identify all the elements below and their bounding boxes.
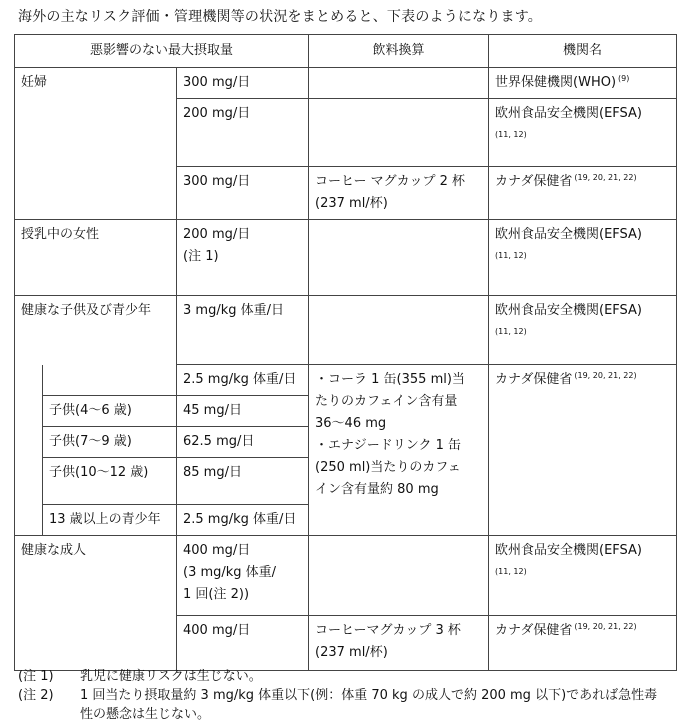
org-cell: [489, 616, 677, 671]
footnote: [18, 667, 670, 686]
org-cell: [489, 99, 677, 167]
intake-line: 1 回(注 2)): [183, 587, 250, 602]
org-name: カナダ保健省: [495, 174, 573, 189]
org-cell: [489, 68, 677, 99]
ref-number: (19, 20, 21, 22): [574, 172, 637, 182]
ref-number: (9): [618, 73, 630, 83]
org-cell: [489, 365, 677, 536]
intake-note: (注 1): [183, 249, 219, 264]
footnote-text: 1 回当たり摂取量約 3 mg/kg 体重以下(例：体重 70 kg の成人で約 200 mg 以下)であれば急性毒性の懸念は生じない。: [80, 688, 658, 722]
drink-cell: [309, 167, 489, 220]
intro-text: 海外の主なリスク評価・管理機関等の状況をまとめると、下表のようになります。: [18, 9, 542, 25]
org-name: 欧州食品安全機関(EFSA): [495, 106, 643, 121]
intake-line: 400 mg/日: [183, 543, 251, 558]
drink-line: (250 ml)当たりのカフェ: [315, 460, 461, 475]
intake-cell: 400 mg/日: [177, 616, 309, 671]
intake-cell: 300 mg/日: [177, 68, 309, 99]
intake-cell: 45 mg/日: [177, 396, 309, 427]
header-intake: 悪影響のない最大摂取量: [15, 35, 309, 68]
org-name: 欧州食品安全機関(EFSA): [495, 543, 643, 558]
subgroup-child-4-6: 子供(4〜6 歳): [43, 396, 177, 427]
org-name: 欧州食品安全機関(EFSA): [495, 303, 643, 318]
ref-number: (11, 12): [495, 327, 527, 336]
org-name: カナダ保健省: [495, 372, 573, 387]
group-adult: 健康な成人: [15, 536, 177, 671]
group-continuation: [43, 365, 177, 396]
header-drink: 飲料換算: [309, 35, 489, 68]
intake-cell: 2.5 mg/kg 体重/日: [177, 365, 309, 396]
org-cell: [489, 167, 677, 220]
drink-cell: [309, 296, 489, 365]
drink-line: 36〜46 mg: [315, 416, 387, 431]
drink-cell: [309, 616, 489, 671]
drink-line: ・コーラ 1 缶(355 ml)当: [315, 372, 465, 387]
intake-cell: 300 mg/日: [177, 167, 309, 220]
subgroup-child-7-9: 子供(7〜9 歳): [43, 427, 177, 458]
ref-number: (19, 20, 21, 22): [574, 370, 637, 380]
drink-line: ・エナジードリンク 1 缶: [315, 438, 462, 453]
subgroup-teen: 13 歳以上の青少年: [43, 505, 177, 536]
drink-line: コーヒーマグカップ 3 杯: [315, 623, 461, 638]
drink-cell: [309, 536, 489, 616]
header-org: 機関名: [489, 35, 677, 68]
intake-cell: 62.5 mg/日: [177, 427, 309, 458]
ref-number: (11, 12): [495, 567, 527, 576]
footnote-label: (注 2): [18, 688, 54, 703]
org-cell: [489, 536, 677, 616]
drink-cell: [309, 365, 489, 536]
group-youth: 健康な子供及び青少年: [15, 296, 177, 365]
ref-number: (11, 12): [495, 251, 527, 260]
table-row: [15, 296, 677, 365]
intake-line: 200 mg/日: [183, 227, 251, 242]
drink-line: たりのカフェイン含有量: [315, 394, 458, 409]
intake-cell: [177, 536, 309, 616]
header-row: [15, 35, 677, 68]
footnote-label: (注 1): [18, 669, 54, 684]
org-cell: [489, 220, 677, 296]
drink-cell: [309, 99, 489, 167]
table-row: [15, 220, 677, 296]
drink-line: (237 ml/杯): [315, 196, 388, 211]
org-name: 世界保健機関(WHO): [495, 75, 617, 90]
table-row: [15, 365, 677, 396]
group-pregnant: 妊婦: [15, 68, 177, 220]
subgroup-child-10-12: 子供(10〜12 歳): [43, 458, 177, 505]
intake-cell: 2.5 mg/kg 体重/日: [177, 505, 309, 536]
drink-line: コーヒー マグカップ 2 杯: [315, 174, 466, 189]
table-row: [15, 536, 677, 616]
drink-cell: [309, 68, 489, 99]
ref-number: (19, 20, 21, 22): [574, 621, 637, 631]
group-lactating: 授乳中の女性: [15, 220, 177, 296]
drink-cell: [309, 220, 489, 296]
group-indent: [15, 365, 43, 536]
intake-cell: 3 mg/kg 体重/日: [177, 296, 309, 365]
intake-line: (3 mg/kg 体重/: [183, 565, 277, 580]
drink-line: (237 ml/杯): [315, 645, 388, 660]
org-name: 欧州食品安全機関(EFSA): [495, 227, 643, 242]
org-name: カナダ保健省: [495, 623, 573, 638]
intake-cell: [177, 220, 309, 296]
intake-cell: 85 mg/日: [177, 458, 309, 505]
intake-cell: 200 mg/日: [177, 99, 309, 167]
footnote: [18, 686, 670, 724]
drink-line: イン含有量約 80 mg: [315, 482, 439, 497]
footnotes: [18, 667, 670, 724]
org-cell: [489, 296, 677, 365]
caffeine-risk-table: [14, 34, 677, 671]
table-row: [15, 68, 677, 99]
footnote-text: 乳児に健康リスクは生じない。: [80, 669, 262, 684]
ref-number: (11, 12): [495, 130, 527, 139]
